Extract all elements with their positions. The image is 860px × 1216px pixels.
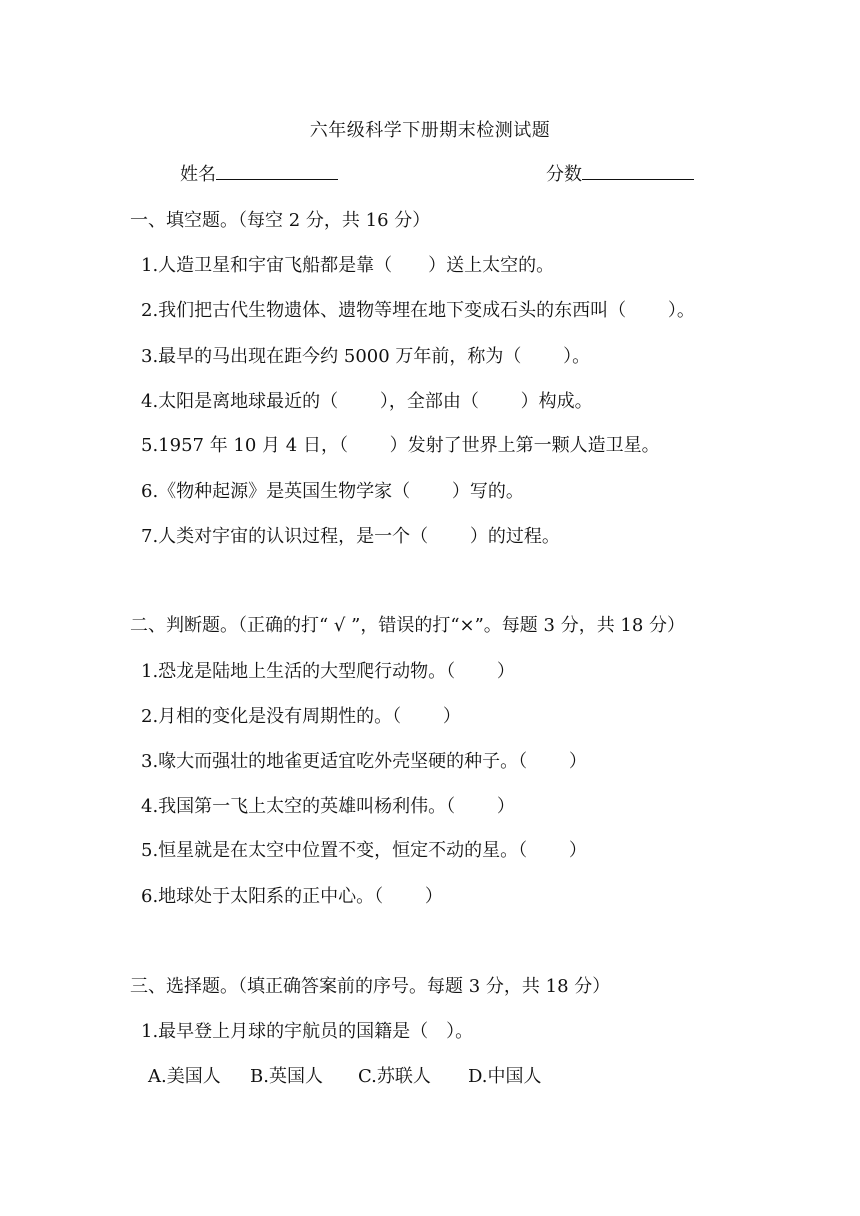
judge-question-5: 5.恒星就是在太空中位置不变，恒定不动的星。（ ）: [141, 840, 587, 861]
choice-option-a: A.美国人: [148, 1066, 221, 1087]
section-choice-heading: 三、选择题。（填正确答案前的序号。每题 3 分，共 18 分）: [130, 976, 611, 997]
name-label: 姓名: [180, 164, 216, 185]
choice-option-d: D.中国人: [468, 1066, 542, 1087]
fill-question-1: 1.人造卫星和宇宙飞船都是靠（ ）送上太空的。: [141, 255, 555, 276]
choice-option-b: B.英国人: [250, 1066, 323, 1087]
fill-question-7: 7.人类对宇宙的认识过程，是一个（ ）的过程。: [141, 526, 560, 547]
name-field[interactable]: [180, 160, 338, 186]
score-field[interactable]: [546, 160, 694, 186]
section-fill-heading: 一、填空题。（每空 2 分，共 16 分）: [130, 210, 431, 231]
name-blank[interactable]: [216, 161, 338, 180]
fill-question-4: 4.太阳是离地球最近的（ ），全部由（ ）构成。: [141, 391, 593, 412]
judge-question-3: 3.喙大而强壮的地雀更适宜吃外壳坚硬的种子。（ ）: [141, 751, 587, 772]
score-label: 分数: [546, 164, 582, 185]
score-blank[interactable]: [582, 161, 694, 180]
fill-question-6: 6.《物种起源》是英国生物学家（ ）写的。: [141, 481, 524, 502]
choice-option-c: C.苏联人: [358, 1066, 431, 1087]
choice-question-1: 1.最早登上月球的宇航员的国籍是（ ）。: [141, 1021, 474, 1042]
judge-question-6: 6.地球处于太阳系的正中心。（ ）: [141, 886, 443, 907]
fill-question-2: 2.我们把古代生物遗体、遗物等埋在地下变成石头的东西叫（ ）。: [141, 300, 695, 321]
page-title: 六年级科学下册期末检测试题: [309, 120, 551, 141]
judge-question-2: 2.月相的变化是没有周期性的。（ ）: [141, 706, 461, 727]
judge-question-4: 4.我国第一飞上太空的英雄叫杨利伟。（ ）: [141, 796, 515, 817]
judge-question-1: 1.恐龙是陆地上生活的大型爬行动物。（ ）: [141, 661, 515, 682]
choice-options-1: [148, 1062, 542, 1088]
section-judge-heading: 二、判断题。（正确的打“ √ ”，错误的打“×”。每题 3 分，共 18 分）: [130, 615, 686, 636]
fill-question-5: 5.1957 年 10 月 4 日，（ ）发射了世界上第一颗人造卫星。: [141, 435, 660, 456]
fill-question-3: 3.最早的马出现在距今约 5000 万年前，称为（ ）。: [141, 346, 591, 367]
